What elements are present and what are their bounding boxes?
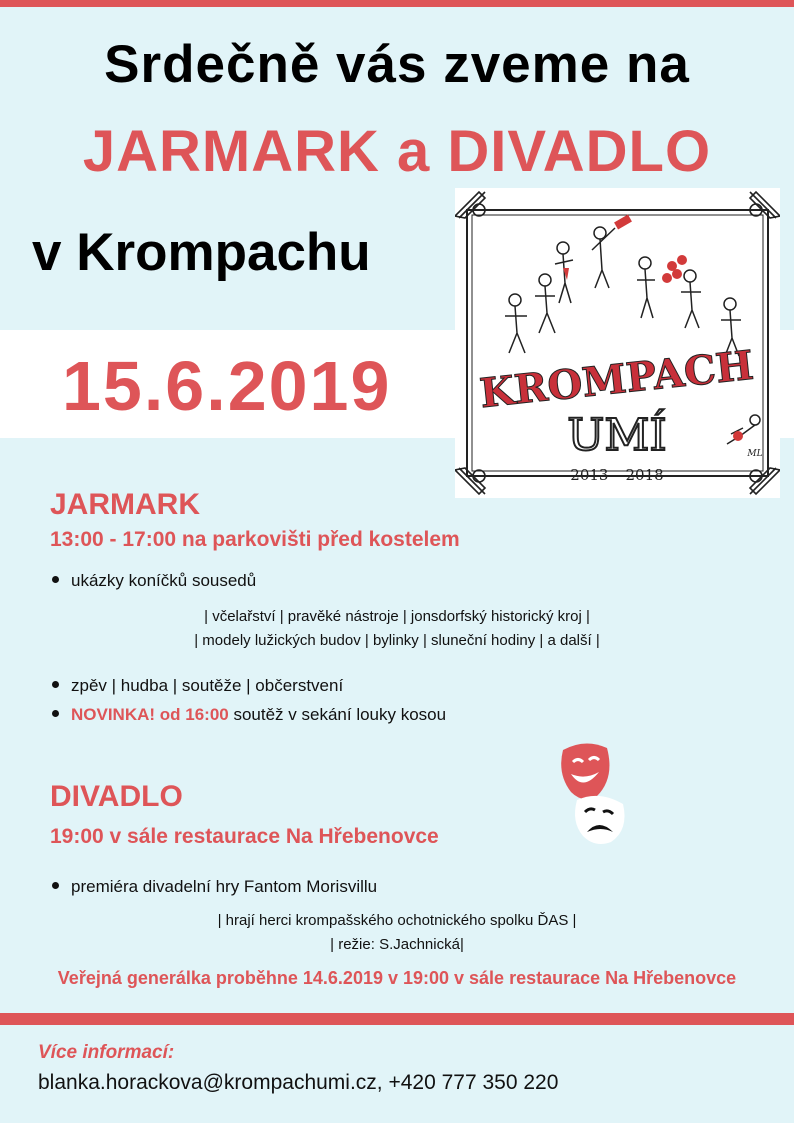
krompach-umi-logo	[455, 188, 780, 498]
sad-mask	[575, 796, 625, 844]
logo-word-krompach: KROMPACH	[477, 341, 756, 418]
event-date: 15.6.2019	[62, 347, 392, 425]
jarmark-detail-line1: | včelařství | pravěké nástroje | jonsdorfský historický kroj |	[204, 608, 590, 625]
bullet-dot	[52, 882, 59, 889]
logo-years: 2013 – 2018	[570, 466, 664, 484]
more-info-label: Více informací:	[38, 1042, 175, 1063]
divadlo-time-place: 19:00 v sále restaurace Na Hřebenovce	[50, 825, 439, 848]
divadlo-item-premiere	[52, 877, 377, 897]
theatre-masks-icon	[555, 738, 635, 848]
invitation-line: Srdečně vás zveme na	[104, 35, 690, 94]
location-line: v Krompachu	[32, 223, 371, 282]
top-accent-bar	[0, 0, 794, 7]
logo-signature: ML	[747, 449, 763, 459]
contact-info[interactable]: blanka.horackova@krompachumi.cz, +420 777 350 220	[38, 1071, 559, 1094]
divadlo-detail-line2: | režie: S.Jachnická|	[330, 936, 464, 953]
bullet-dot	[52, 681, 59, 688]
divadlo-heading: DIVADLO	[50, 780, 183, 813]
bottom-accent-bar	[0, 1013, 794, 1025]
bullet-dot	[52, 710, 59, 717]
happy-mask	[561, 743, 609, 799]
jarmark-detail-line2: | modely lužických budov | bylinky | sluneční hodiny | a další |	[194, 632, 600, 649]
event-title: JARMARK a DIVADLO	[82, 119, 712, 184]
jarmark-item-hobbies	[52, 571, 256, 591]
jarmark-item-program	[52, 676, 343, 696]
novelty-text: soutěž v sekání louky kosou	[228, 705, 447, 724]
bullet-dot	[52, 576, 59, 583]
jarmark-item-program-text: zpěv | hudba | soutěže | občerstvení	[71, 676, 344, 695]
jarmark-item-hobbies-text: ukázky koníčků sousedů	[71, 571, 257, 590]
jarmark-item-novelty	[52, 705, 446, 725]
divadlo-detail-line1: | hrají herci krompašského ochotnického spolku ĎAS |	[217, 912, 577, 929]
dress-rehearsal-note: Veřejná generálka proběhne 14.6.2019 v 19:00 v sále restaurace Na Hřebenovce	[57, 968, 737, 988]
divadlo-item-premiere-text: premiéra divadelní hry Fantom Morisvillu	[71, 877, 378, 896]
logo-word-umi: UMÍ	[567, 410, 667, 461]
novelty-highlight: NOVINKA! od 16:00	[71, 705, 229, 724]
jarmark-heading: JARMARK	[50, 488, 200, 521]
jarmark-time-place: 13:00 - 17:00 na parkovišti před kostelem	[50, 528, 460, 551]
